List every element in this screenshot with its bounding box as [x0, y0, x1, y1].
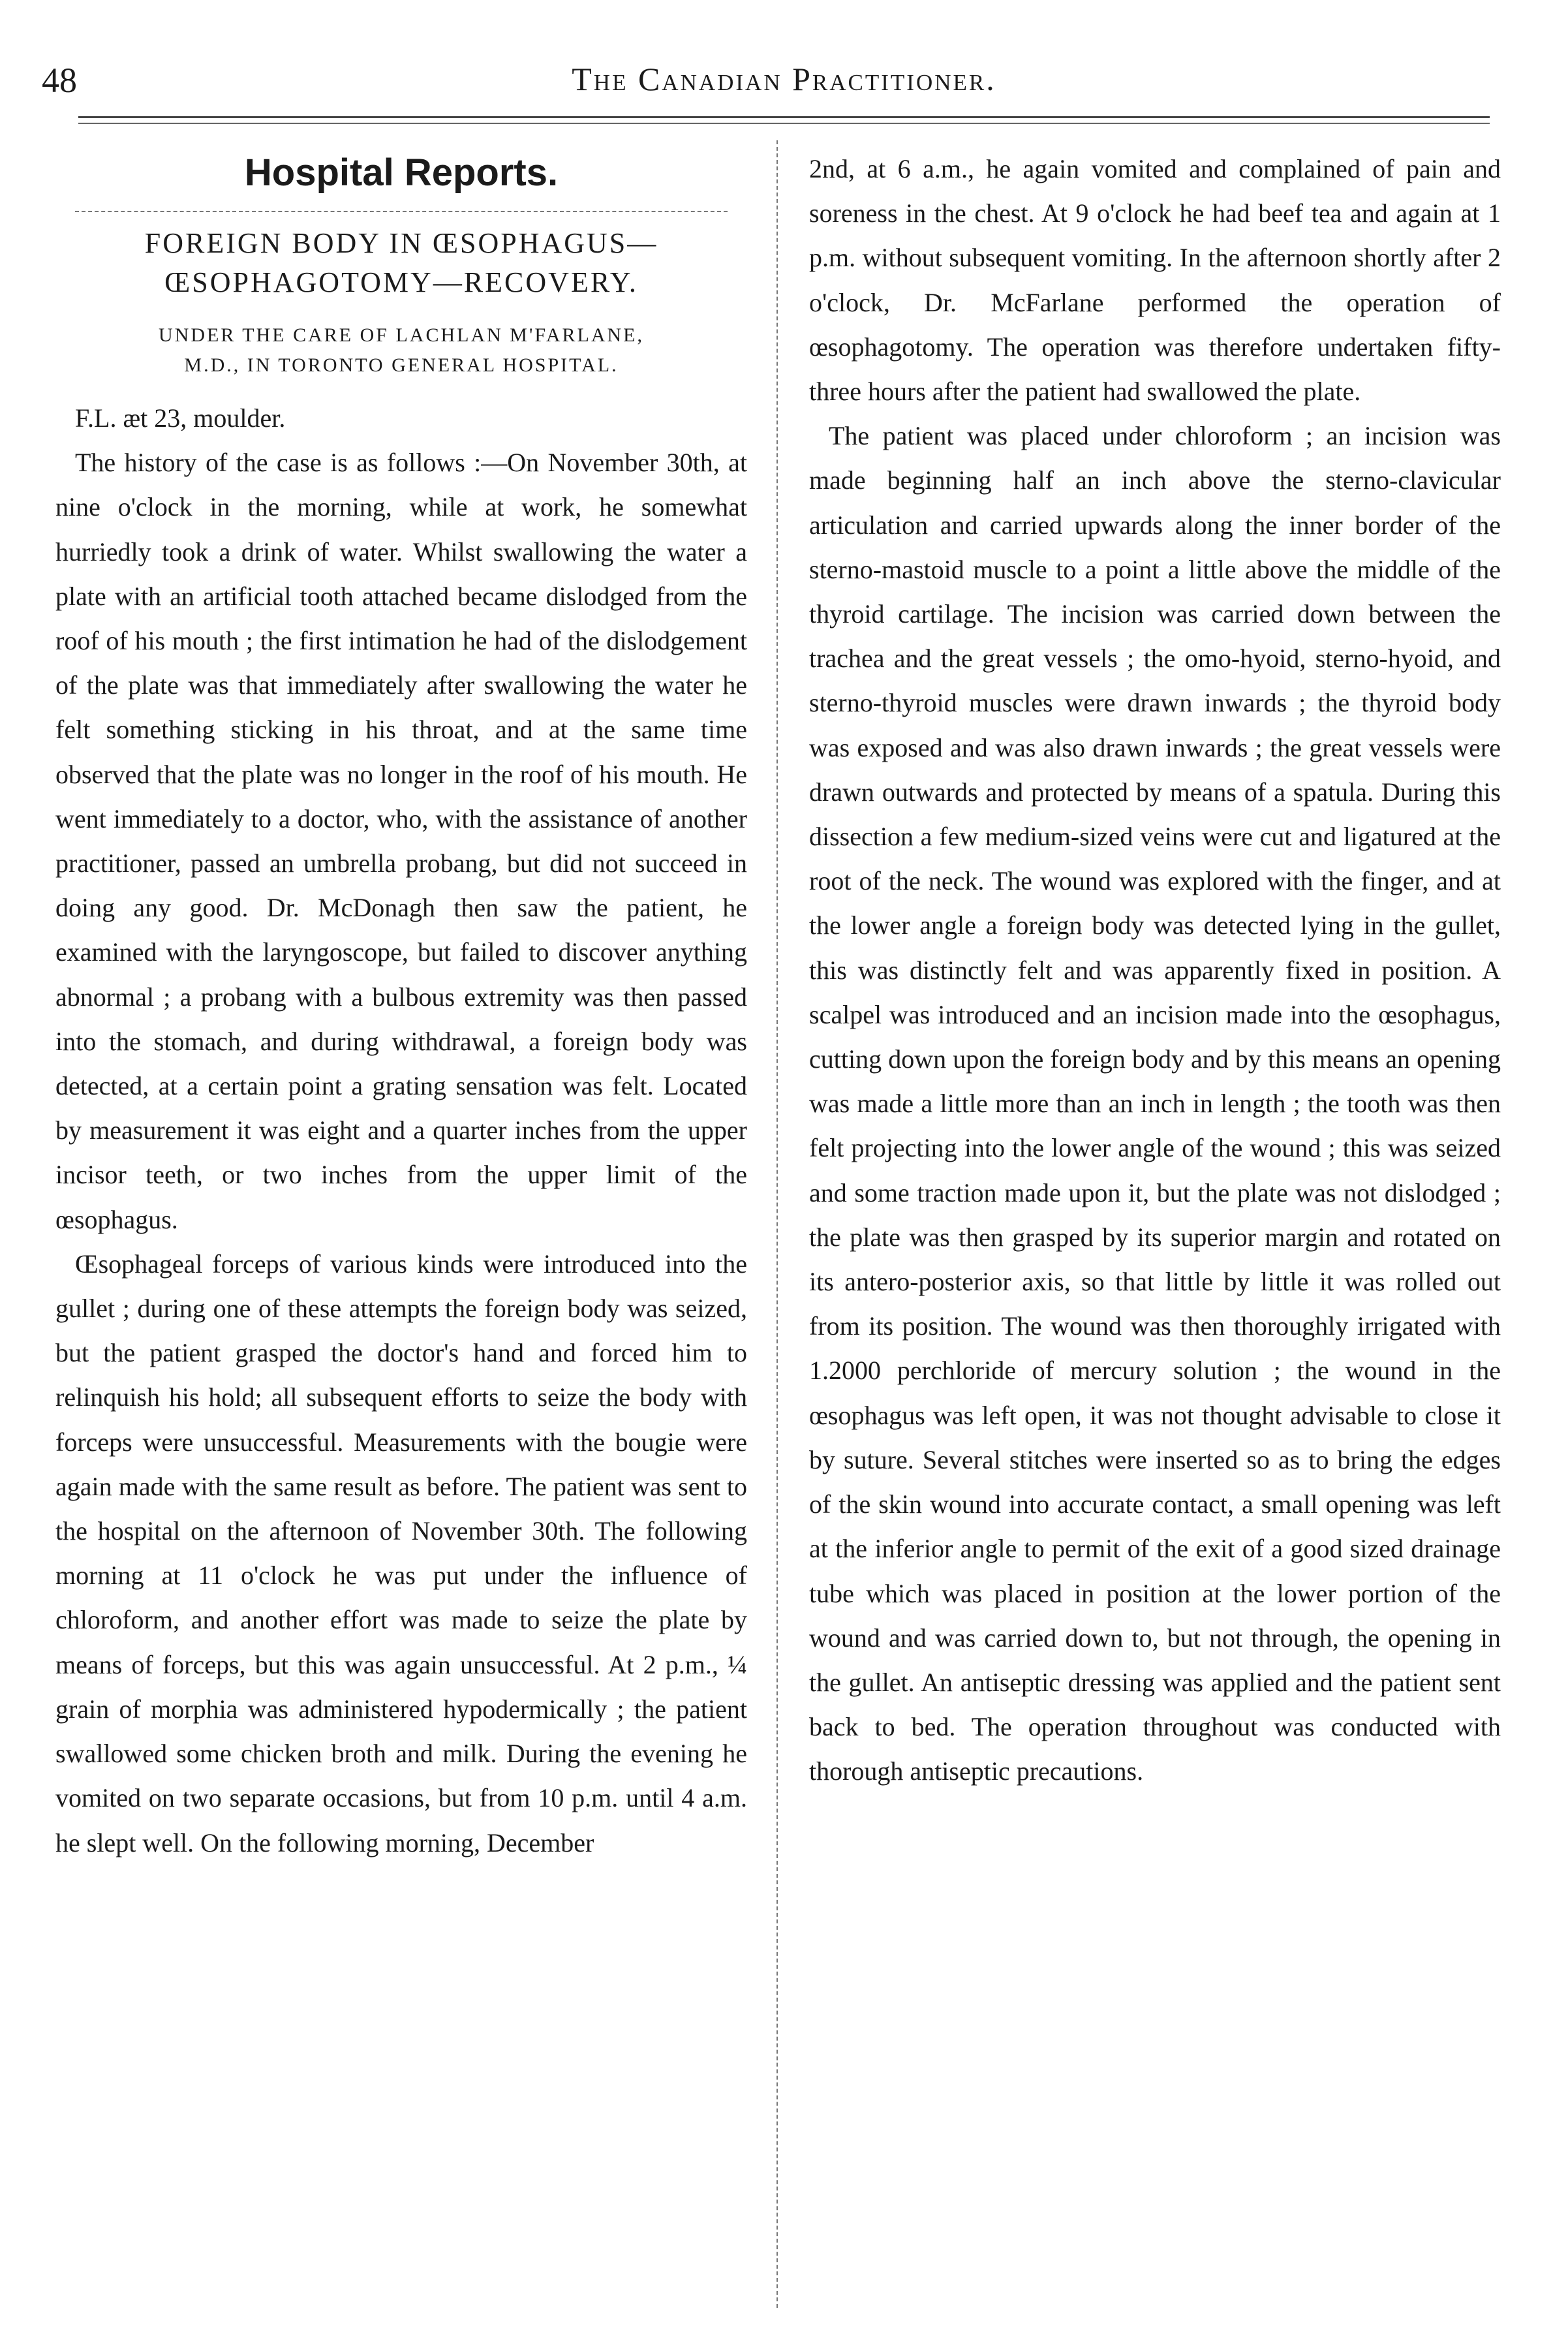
- article-byline: [55, 320, 747, 381]
- running-title: The Canadian Practitioner.: [572, 61, 996, 97]
- column-divider: [776, 140, 778, 2308]
- paragraph-operation: The patient was placed under chloroform ; an incision was made beginning half an inch above the sterno-clavicular articulation and carried upwards along the inner border of the sterno-mastoid muscle to a point a little above the middle of the thyroid cartilage. The incision was carried down between the trachea and the great vessels ; the omo-hyoid, sterno-hyoid, and sterno-thyroid muscles were drawn inwards ; the thyroid body was exposed and was also drawn inwards ; the great vessels were drawn outwards and protected by means of a spatula. During this dissection a few medium-sized veins were cut and ligatured at the root of the neck. The wound was explored with the finger, and at the lower angle a foreign body was detected lying in the gullet, this was distinctly felt and was apparently fixed in position. A scalpel was introduced and an incision made into the œsophagus, cutting down upon the foreign body and by this means an opening was made a little more than an inch in length ; the tooth was then felt projecting into the lower angle of the wound ; this was seized and some traction made upon it, but the plate was not dislodged ; the plate was then grasped by its superior margin and rotated on its antero-posterior axis, so that little by little it was rolled out from its position. The wound was then thoroughly irrigated with 1.2000 perchloride of mercury solution ; the wound in the œsophagus was left open, it was not thought advisable to close it by suture. Several stitches were inserted so as to bring the edges of the skin wound into accurate contact, a small opening was left at the inferior angle to permit of the exit of a good sized drainage tube which was placed in position at the lower portion of the wound and was carried down to, but not through, the opening in the gullet. An antiseptic dressing was applied and the patient sent back to bed. The operation throughout was conducted with thorough antiseptic precautions.: [809, 421, 1501, 1786]
- heading-rule: [75, 211, 728, 212]
- article-title-line-2: ŒSOPHAGOTOMY—RECOVERY.: [164, 266, 638, 298]
- paragraph-forceps: Œsophageal forceps of various kinds were introduced into the gullet ; during one of these attempts the foreign body was seized, but the patient grasped the doctor's hand and forced him to relinquish his hold; all subsequent efforts to seize the body with forceps were unsuccessful. Measurements with the bougie were again made with the same result as before. The patient was sent to the hospital on the afternoon of November 30th. The following morning at 11 o'clock he was put under the influence of chloroform, and another effort was made to seize the plate by means of forceps, but this was again unsuccessful. At 2 p.m., ¼ grain of morphia was administered hypodermically ; the patient swallowed some chicken broth and milk. During the evening he vomited on two separate occasions, but from 10 p.m. until 4 a.m. he slept well. On the following morning, December: [55, 1249, 747, 1857]
- section-heading: Hospital Reports.: [244, 151, 559, 194]
- header-rule: [78, 116, 1490, 118]
- page-number: 48: [42, 61, 77, 100]
- article-title: [55, 224, 747, 302]
- article-title-line-1: FOREIGN BODY IN ŒSOPHAGUS—: [144, 227, 658, 259]
- byline-line-2: M.D., IN TORONTO GENERAL HOSPITAL.: [184, 354, 619, 376]
- patient-line: F.L. æt 23, moulder.: [75, 403, 286, 433]
- byline-line-1: UNDER THE CARE OF LACHLAN M'FARLANE,: [159, 324, 644, 346]
- page-header: [0, 0, 1568, 117]
- left-column: [55, 147, 747, 1865]
- header-rule-secondary: [78, 123, 1490, 124]
- right-column: [809, 147, 1501, 1794]
- paragraph-continuation: 2nd, at 6 a.m., he again vomited and complained of pain and soreness in the chest. At 9 o'clock he had beef tea and again at 1 p.m. without subsequent vomiting. In the afternoon shortly after 2 o'clock, Dr. McFarlane performed the operation of œsophagotomy. The operation was therefore undertaken fifty-three hours after the patient had swallowed the plate.: [809, 154, 1501, 407]
- paragraph-history: The history of the case is as follows :—On November 30th, at nine o'clock in the morning, while at work, he somewhat hurriedly took a drink of water. Whilst swallowing the water a plate with an artificial tooth attached became dislodged from the roof of his mouth ; the first intimation he had of the dislodgement of the plate was that immediately after swallowing the water he felt something sticking in his throat, and at the same time observed that the plate was no longer in the roof of his mouth. He went immediately to a doctor, who, with the assistance of another practitioner, passed an umbrella probang, but did not succeed in doing any good. Dr. McDonagh then saw the patient, he examined with the laryngoscope, but failed to discover anything abnormal ; a probang with a bulbous extremity was then passed into the stomach, and during withdrawal, a foreign body was detected, at a certain point a grating sensation was felt. Located by measurement it was eight and a quarter inches from the upper incisor teeth, or two inches from the upper limit of the œsophagus.: [55, 448, 747, 1234]
